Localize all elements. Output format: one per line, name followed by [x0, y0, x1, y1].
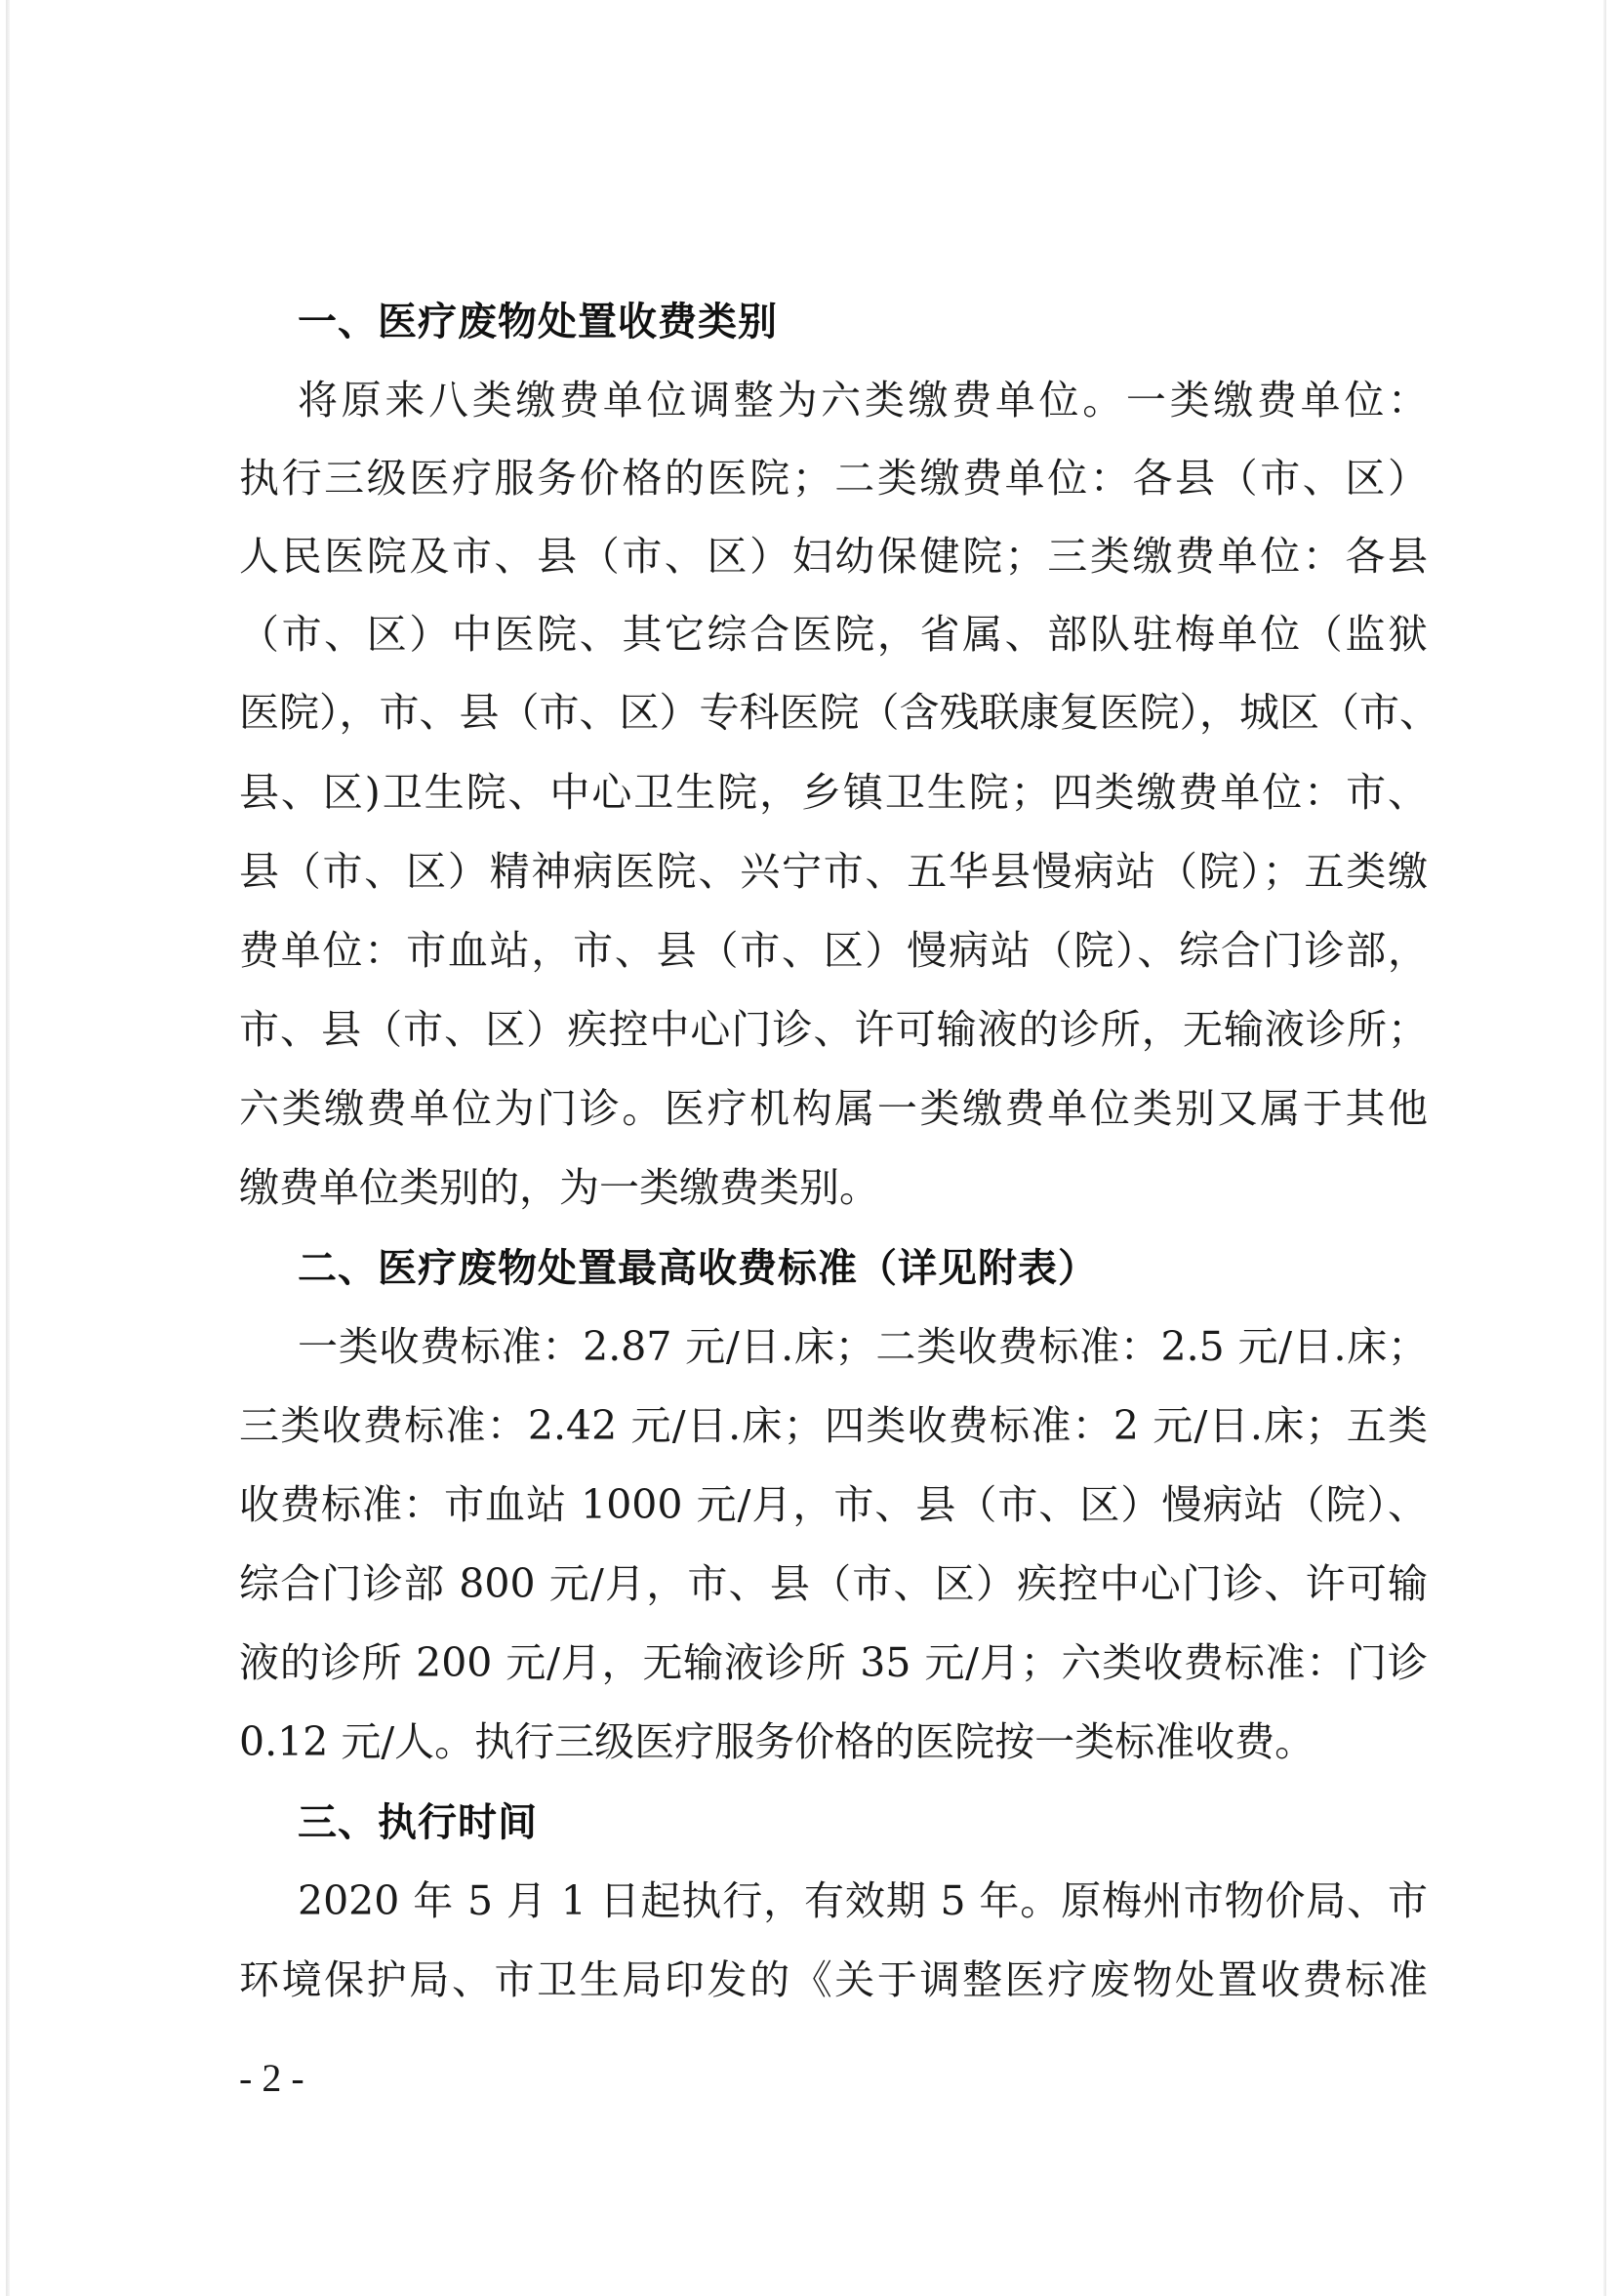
scan-edge-left: [6, 0, 10, 2296]
paragraph-line: 县（市、区）精神病医院、兴宁市、五华县慢病站（院）；五类缴: [239, 848, 1428, 895]
paragraph-line: 一类收费标准：2.87 元/日.床；二类收费标准：2.5 元/日.床；: [298, 1323, 1428, 1370]
section-heading-3: 三、执行时间: [298, 1800, 538, 1845]
paragraph-line: （市、区）中医院、其它综合医院，省属、部队驻梅单位（监狱: [239, 611, 1428, 658]
paragraph-line: 0.12 元/人。执行三级医疗服务价格的医院按一类标准收费。: [239, 1718, 1315, 1765]
paragraph-line: 综合门诊部 800 元/月，市、县（市、区）疾控中心门诊、许可输: [239, 1560, 1428, 1607]
paragraph-line: 人民医院及市、县（市、区）妇幼保健院；三类缴费单位：各县: [239, 533, 1428, 580]
paragraph-line: 2020 年 5 月 1 日起执行，有效期 5 年。原梅州市物价局、市: [298, 1877, 1428, 1924]
scan-edge-right: [1603, 0, 1606, 2296]
paragraph-line: 液的诊所 200 元/月，无输液诊所 35 元/月；六类收费标准：门诊: [239, 1639, 1428, 1686]
paragraph-line: 县、区)卫生院、中心卫生院，乡镇卫生院；四类缴费单位：市、: [239, 769, 1428, 816]
paragraph-line: 医院），市、县（市、区）专科医院（含残联康复医院），城区（市、: [239, 689, 1439, 736]
paragraph-line: 环境保护局、市卫生局印发的《关于调整医疗废物处置收费标准: [239, 1956, 1428, 2003]
page-number: - 2 -: [239, 2056, 304, 2100]
paragraph-line: 六类缴费单位为门诊。医疗机构属一类缴费单位类别又属于其他: [239, 1085, 1428, 1132]
paragraph-line: 收费标准：市血站 1000 元/月，市、县（市、区）慢病站（院）、: [239, 1481, 1428, 1528]
paragraph-line: 执行三级医疗服务价格的医院；二类缴费单位：各县（市、区）: [239, 455, 1428, 502]
paragraph-line: 费单位：市血站，市、县（市、区）慢病站（院）、综合门诊部，: [239, 927, 1428, 974]
section-heading-2: 二、医疗废物处置最高收费标准（详见附表）: [298, 1246, 1098, 1291]
paragraph-line: 缴费单位类别的，为一类缴费类别。: [239, 1164, 879, 1211]
paragraph-line: 市、县（市、区）疾控中心门诊、许可输液的诊所，无输液诊所；: [239, 1006, 1428, 1053]
paragraph-line: 三类收费标准：2.42 元/日.床；四类收费标准：2 元/日.床；五类: [239, 1402, 1428, 1449]
paragraph-line: 将原来八类缴费单位调整为六类缴费单位。一类缴费单位：: [298, 377, 1428, 423]
section-heading-1: 一、医疗废物处置收费类别: [298, 300, 778, 344]
